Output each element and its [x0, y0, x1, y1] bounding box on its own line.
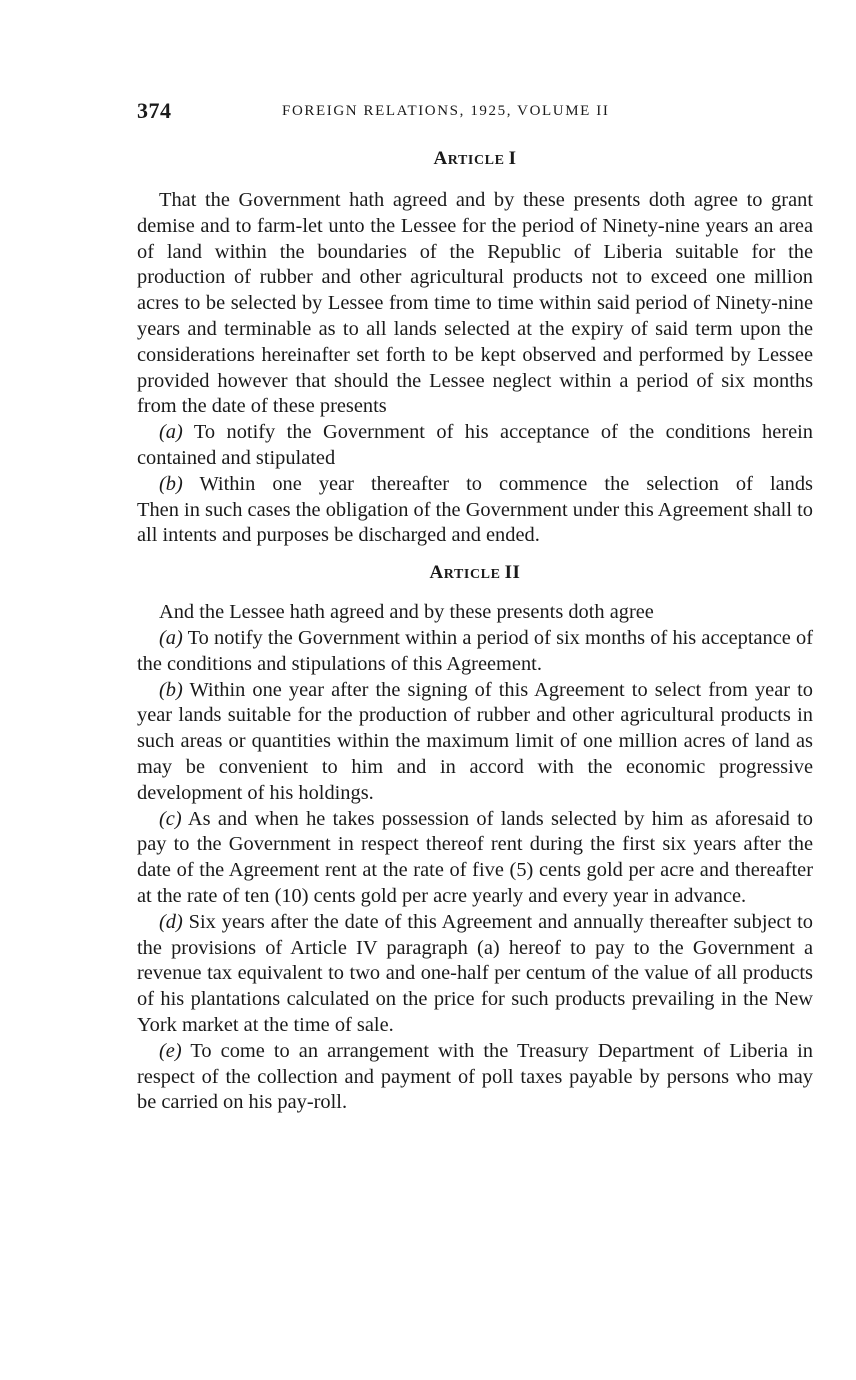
document-page [137, 96, 813, 1116]
article-1-conclusion: Then in such cases the obligation of the Government under this Agreement shall to all intents and purposes be discharged and ended. [137, 498, 813, 547]
article-2-item-b-label: (b) [159, 678, 183, 701]
article-1-item-b [137, 472, 813, 498]
article-2-item-a-text: To notify the Government within a period of six months of his acceptance of the conditions and stipulations of this Agreement. [137, 626, 814, 675]
article-2-intro: And the Lessee hath agreed and by these presents doth agree [159, 601, 654, 624]
article-1-heading-rest: RTICLE [447, 153, 505, 168]
article-1-item-b-label: (b) [159, 472, 183, 495]
article-2-item-d [137, 910, 813, 1039]
running-title: FOREIGN RELATIONS, 1925, VOLUME II [282, 103, 610, 119]
article-2-item-e-label: (e) [159, 1039, 182, 1062]
article-2-item-e-text: To come to an arrangement with the Treasury Department of Liberia in respect of the collection and payment of poll taxes payable by persons who may be carried on his pay-roll. [137, 1039, 813, 1114]
article-1-heading [137, 146, 813, 172]
article-1-heading-initial: A [433, 148, 448, 169]
article-2-item-c-label: (c) [159, 807, 182, 830]
article-2-item-b [137, 678, 813, 807]
article-2-item-d-label: (d) [159, 910, 183, 933]
article-2-heading-number: II [504, 562, 521, 584]
page-header [137, 96, 813, 126]
article-1-item-a [137, 420, 813, 472]
article-1-intro: That the Government hath agreed and by these presents doth agree to grant demise and to farm-let unto the Lessee for the period of Ninety-nine years an area of land within the boundaries of the Republic of Liberia suitable for the production of rubber and other agricultural products not to exceed one million acres to be selected by Lessee from time to time within said period of Ninety-nine years and terminable as to all lands selected at the expiry of said term upon the considerations hereinafter set forth to be kept observed and performed by Lessee provided however that should the Lessee neglect within a period of six months from the date of these presents [137, 189, 813, 418]
article-2-item-c [137, 807, 813, 910]
article-2-item-a-label: (a) [159, 626, 183, 649]
article-2-heading-initial: A [429, 562, 444, 584]
article-1-item-b-text: Within one year thereafter to commence the selection of lands [199, 472, 813, 495]
article-2-item-b-text: Within one year after the signing of this Agreement to select from year to year lands suitable for the production of rubber and other agricultural products in such areas or quantities within the maximum limit of one million acres of land as may be convenient to him and in accord with the economic progressive development of his holdings. [137, 678, 813, 804]
article-2-heading-rest: RTICLE [443, 567, 501, 583]
article-2-item-d-text: Six years after the date of this Agreement and annually thereafter subject to the provisions of Article IV paragraph (a) hereof to pay to the Government a revenue tax equivalent to two and one-half per centum of the value of all products of his plantations calculated on the price for such products prevailing in the New York market at the time of sale. [137, 910, 813, 1036]
article-2-item-a [137, 626, 813, 678]
article-2-item-e [137, 1039, 813, 1116]
article-2-heading [137, 560, 813, 586]
article-1-heading-number: I [508, 148, 517, 169]
article-1-item-a-text: To notify the Government of his acceptance of the conditions herein contained and stipulated [137, 421, 814, 469]
article-2-item-c-text: As and when he takes possession of lands selected by him as aforesaid to pay to the Government in respect thereof rent during the first six years after the date of the Agreement rent at the rate of five (5) cents gold per acre and thereafter at the rate of ten (10) cents gold per acre yearly and every year in advance. [137, 807, 813, 907]
article-1-item-a-label: (a) [159, 421, 183, 444]
page-number: 374 [137, 98, 172, 123]
